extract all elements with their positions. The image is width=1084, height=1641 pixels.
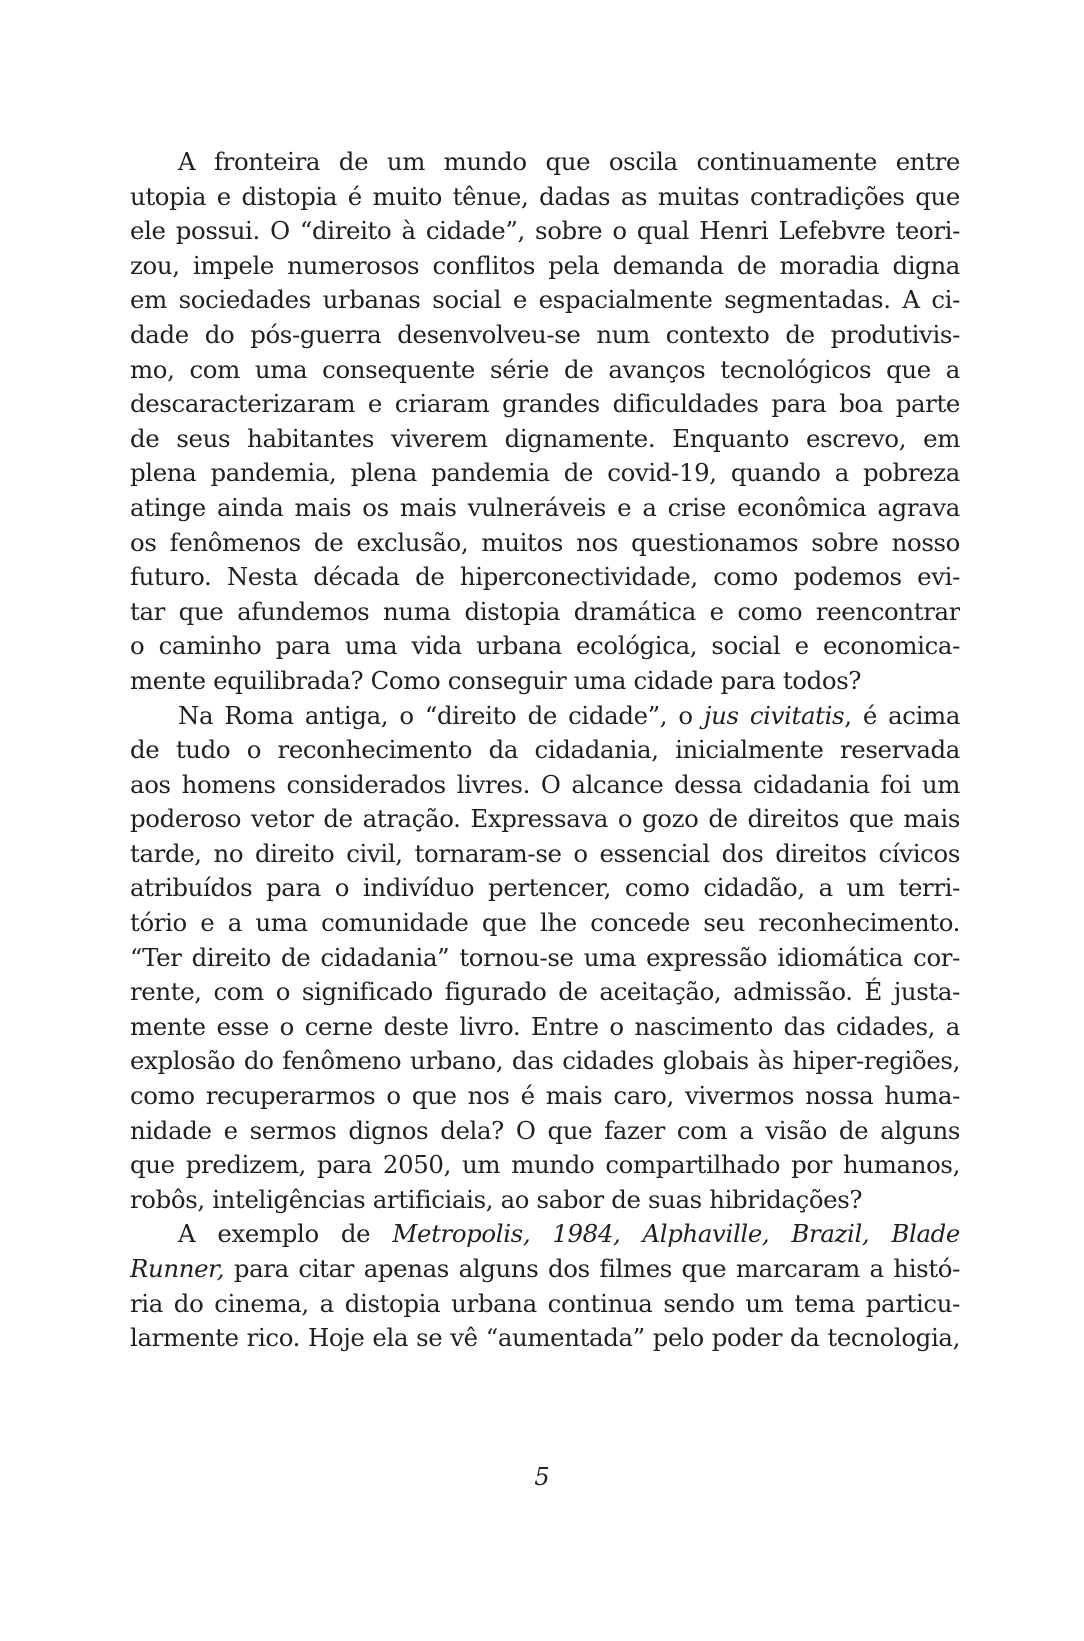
text-line: mente esse o cerne deste livro. Entre o nascimento das cidades, a bbox=[130, 1011, 960, 1041]
italic-title: jus civitatis bbox=[703, 700, 845, 730]
text-line: dade do pós-guerra desenvolveu-se num contexto de produtivis- bbox=[130, 319, 960, 349]
text-line: utopia e distopia é muito tênue, dadas as muitas contradições que bbox=[130, 181, 960, 211]
italic-title: Runner, bbox=[130, 1254, 225, 1283]
paragraph-3 bbox=[130, 1217, 960, 1355]
text-line: como recuperarmos o que nos é mais caro, vivermos nossa huma- bbox=[130, 1081, 960, 1111]
text-line: o caminho para uma vida urbana ecológica, social e economica- bbox=[130, 631, 960, 661]
text-line: plena pandemia, plena pandemia de covid-19, quando a pobreza bbox=[130, 458, 960, 488]
text-line: “Ter direito de cidadania” tornou-se uma expressão idiomática cor- bbox=[130, 942, 960, 972]
text-line: robôs, inteligências artificiais, ao sabor de suas hibridações? bbox=[130, 1184, 863, 1214]
text-line: aos homens considerados livres. O alcance dessa cidadania foi um bbox=[130, 769, 960, 799]
text-line: larmente rico. Hoje ela se vê “aumentada” pelo poder da tecnologia, bbox=[130, 1323, 960, 1353]
text-line: explosão do fenômeno urbano, das cidades globais às hiper-regiões, bbox=[130, 1046, 960, 1076]
italic-title: Metropolis, 1984, Alphaville, Brazil, Blade bbox=[392, 1219, 960, 1249]
text-line: tarde, no direito civil, tornaram-se o essencial dos direitos cívicos bbox=[130, 838, 960, 868]
text-line: zou, impele numerosos conflitos pela demanda de moradia digna bbox=[130, 250, 960, 280]
text-line: tório e a uma comunidade que lhe concede seu reconhecimento. bbox=[130, 908, 960, 938]
text-line: em sociedades urbanas social e espacialmente segmentadas. A ci- bbox=[130, 285, 960, 315]
text-line: descaracterizaram e criaram grandes dificuldades para boa parte bbox=[130, 389, 960, 419]
text-line: mente equilibrada? Como conseguir uma cidade para todos? bbox=[130, 665, 862, 695]
text-line: de seus habitantes viverem dignamente. Enquanto escrevo, em bbox=[130, 423, 960, 453]
text-line: que predizem, para 2050, um mundo compartilhado por humanos, bbox=[130, 1150, 960, 1180]
text-line: atinge ainda mais os mais vulneráveis e a crise econômica agrava bbox=[130, 492, 960, 522]
text-line: futuro. Nesta década de hiperconectividade, como podemos evi- bbox=[130, 562, 960, 592]
paragraph-1 bbox=[130, 145, 960, 699]
paragraph-2 bbox=[130, 699, 960, 1218]
page-number: 5 bbox=[534, 1463, 550, 1491]
text-line: nidade e sermos dignos dela? O que fazer com a visão de alguns bbox=[130, 1115, 960, 1145]
text-line: atribuídos para o indivíduo pertencer, como cidadão, a um terri- bbox=[130, 873, 960, 903]
text-line: os fenômenos de exclusão, muitos nos questionamos sobre nosso bbox=[130, 527, 960, 557]
text-line: A fronteira de um mundo que oscila continuamente entre bbox=[178, 147, 960, 176]
text-line: rente, com o significado figurado de aceitação, admissão. É justa- bbox=[130, 977, 960, 1007]
body-text bbox=[130, 145, 960, 1356]
text-line: ele possui. O “direito à cidade”, sobre o qual Henri Lefebvre teori- bbox=[130, 216, 960, 246]
text-line: Na Roma antiga, o “direito de cidade”, o jus civitatis, é acima bbox=[178, 700, 960, 730]
text-line: mo, com uma consequente série de avanços tecnológicos que a bbox=[130, 354, 960, 384]
text-line: de tudo o reconhecimento da cidadania, inicialmente reservada bbox=[130, 735, 960, 765]
text-line: ria do cinema, a distopia urbana continua sendo um tema particu- bbox=[130, 1288, 960, 1318]
text-line: poderoso vetor de atração. Expressava o gozo de direitos que mais bbox=[130, 804, 960, 834]
text-line: tar que afundemos numa distopia dramática e como reencontrar bbox=[130, 596, 960, 626]
text-line: A exemplo de Metropolis, 1984, Alphaville, Brazil, Blade bbox=[178, 1219, 960, 1249]
text-line: Runner, para citar apenas alguns dos filmes que marcaram a histó- bbox=[130, 1254, 960, 1283]
